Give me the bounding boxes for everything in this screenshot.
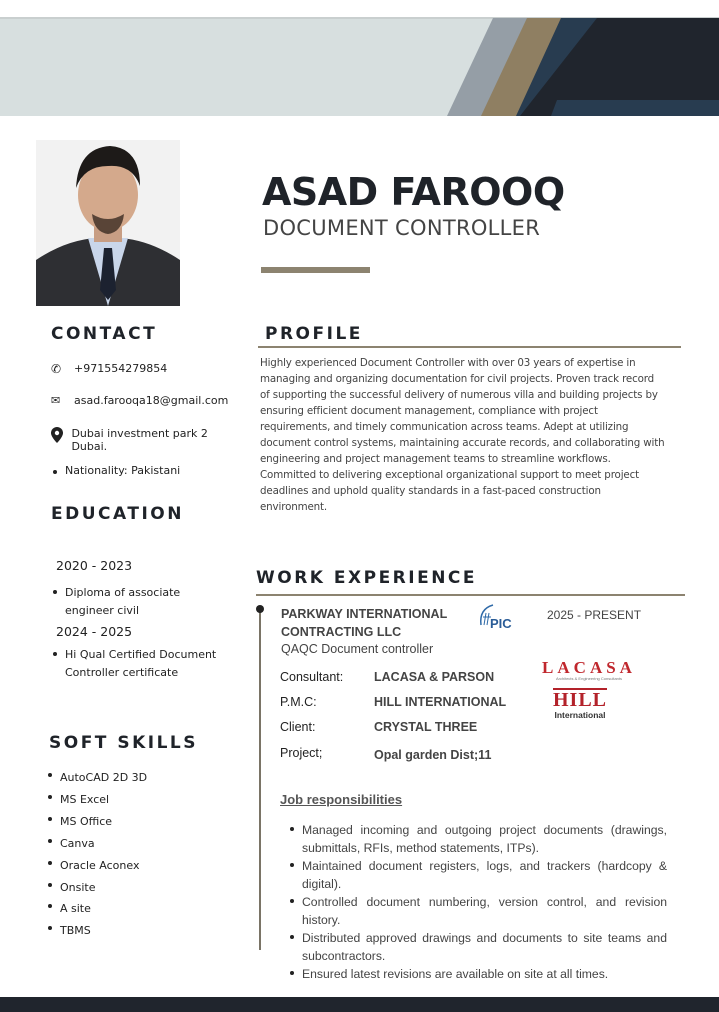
profile-photo — [36, 140, 180, 306]
skills-heading: SOFT SKILLS — [49, 733, 198, 753]
work-details — [280, 670, 506, 771]
nationality: Nationality: Pakistani — [51, 464, 180, 477]
candidate-name: ASAD FAROOQ — [262, 170, 565, 214]
education-item: Hi Qual Certified Document Controller certificate — [51, 646, 231, 682]
footer-bar — [0, 997, 719, 1012]
skill-item: Onsite — [46, 877, 147, 899]
profile-heading: PROFILE — [265, 324, 363, 344]
responsibilities-heading: Job responsibilities — [280, 792, 403, 807]
responsibility-item: Controlled document numbering, version control, and revision history. — [288, 893, 667, 929]
email-icon: ✉ — [51, 394, 61, 407]
skills-list — [46, 767, 147, 942]
timeline-line — [259, 610, 261, 950]
detail-value: LACASA & PARSON — [374, 670, 495, 684]
address: Dubai investment park 2 Dubai. — [71, 427, 208, 453]
skill-item: MS Office — [46, 811, 147, 833]
work-divider — [256, 594, 685, 596]
profile-divider — [258, 346, 681, 348]
detail-label: P.M.C: — [280, 695, 317, 709]
responsibility-item: Managed incoming and outgoing project documents (drawings, submittals, RFIs, method statements, ITPs). — [288, 821, 667, 857]
detail-label: Project; — [280, 746, 323, 760]
phone-icon: ✆ — [51, 362, 62, 376]
company-name: PARKWAY INTERNATIONAL CONTRACTING LLC — [281, 607, 448, 639]
detail-value: CRYSTAL THREE — [374, 720, 478, 734]
job-title: DOCUMENT CONTROLLER — [263, 216, 541, 240]
skill-item: A site — [46, 898, 147, 920]
detail-value: HILL INTERNATIONAL — [374, 695, 507, 709]
detail-value: Opal garden Dist;11 — [374, 748, 492, 762]
detail-label: Consultant: — [280, 670, 344, 684]
email-address[interactable]: asad.farooqa18@gmail.com — [74, 394, 229, 407]
hill-logo: HILL International — [553, 689, 608, 720]
skill-item: MS Excel — [46, 789, 147, 811]
pic-logo: PIC — [477, 603, 519, 633]
skill-item: Oracle Aconex — [46, 855, 147, 877]
skill-item: Canva — [46, 833, 147, 855]
education-years: 2020 - 2023 — [56, 558, 133, 573]
education-years: 2024 - 2025 — [56, 624, 133, 639]
lacasa-logo: LACASA Architects & Engineering Consultants — [542, 658, 636, 681]
responsibilities-list — [288, 821, 667, 983]
skill-item: TBMS — [46, 920, 147, 942]
timeline-dot — [256, 605, 264, 613]
phone-number: +971554279854 — [74, 362, 168, 375]
work-role: QAQC Document controller — [281, 642, 434, 656]
detail-label: Client: — [280, 720, 316, 734]
work-period: 2025 - PRESENT — [547, 608, 642, 622]
work-heading: WORK EXPERIENCE — [256, 568, 478, 588]
responsibility-item: Maintained document registers, logs, and trackers (hardcopy & digital). — [288, 857, 667, 893]
title-underline — [261, 267, 370, 273]
location-pin-icon — [51, 427, 71, 443]
profile-summary: Highly experienced Document Controller with over 03 years of expertise in managing and organizing documentation for civil projects. Proven track record of supporting the successful delivery of numerous villa and building projects by ensuring efficient document management, compliance with project requirements, and timely communication across teams. Adept at utilizing document control systems, maintaining accurate records, and collaborating with engineering and project management teams to streamline workflows. Committed to delivering exceptional organizational support to meet project deadlines and uphold quality standards in a fast-paced construction environment. — [260, 357, 665, 513]
education-heading: EDUCATION — [51, 504, 184, 524]
responsibility-item: Ensured latest revisions are available on site at all times. — [288, 965, 667, 983]
responsibility-item: Distributed approved drawings and documents to site teams and subcontractors. — [288, 929, 667, 965]
header-banner — [0, 0, 719, 130]
education-item: Diploma of associate engineer civil — [51, 584, 231, 620]
contact-heading: CONTACT — [51, 324, 158, 344]
skill-item: AutoCAD 2D 3D — [46, 767, 147, 789]
